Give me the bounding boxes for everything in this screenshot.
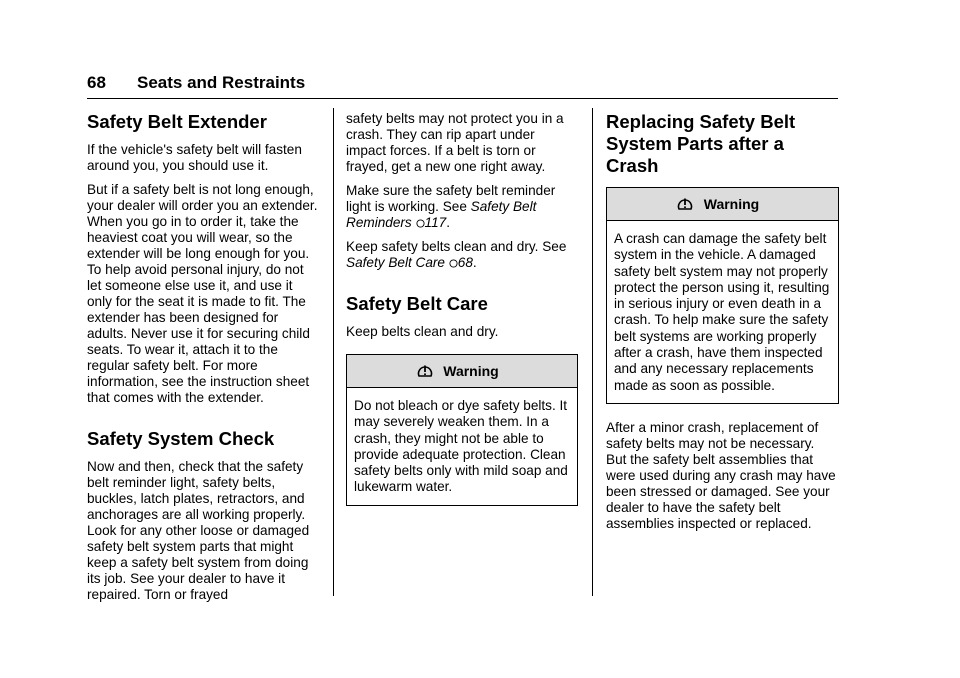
- paragraph: safety belts may not protect you in a crash. They can rip apart under impact forces. If a belt is torn or frayed, get a new one right away.: [346, 111, 564, 174]
- warning-text: A crash can damage the safety belt system in the vehicle. A damaged safety belt system may not properly protect the person using it, resulting in serious injury or even death in a crash. To help make sure the safety belt systems are working properly after a crash, have them inspected and any necessary replacements made as soon as possible.: [614, 231, 830, 393]
- warning-box: [346, 354, 578, 506]
- paragraph: Keep belts clean and dry.: [346, 324, 499, 339]
- warning-header: [607, 188, 838, 221]
- page-ref-number[interactable]: 117: [424, 215, 447, 230]
- link-safety-belt-care[interactable]: Safety Belt Care: [346, 255, 445, 270]
- column-middle: [346, 108, 578, 506]
- paragraph: Make sure the safety belt reminder light is working. See Safety Belt Reminders 117.: [346, 183, 556, 230]
- page-ref-number[interactable]: 68: [457, 255, 473, 270]
- column-left: [87, 108, 319, 603]
- column-divider: [592, 108, 593, 596]
- paragraph: After a minor crash, replacement of safety belts may not be necessary. But the safety belt assemblies that were used during any crash may have been stressed or damaged. See your dealer to have the safety belt assemblies inspected or replaced.: [606, 419, 836, 531]
- column-divider: [333, 108, 334, 596]
- warning-box: [606, 187, 839, 404]
- heading-safety-belt-care: Safety Belt Care: [346, 293, 488, 314]
- page-ref-icon: [416, 219, 425, 228]
- warning-label: Warning: [443, 363, 499, 379]
- paragraph: But if a safety belt is not long enough, your dealer will order you an extender. When you go in to order it, take the heaviest coat you will wear, so the extender will be long enough for you. To help avoid personal injury, do not let someone else use it, and use it only for the seat it is made to fit. The extender has been designed for adults. Never use it for securing child seats. To wear it, attach it to the regular safety belt. For more information, see the instruction sheet that comes with the extender.: [87, 182, 318, 405]
- warning-header: [347, 355, 577, 388]
- warning-label: Warning: [703, 196, 760, 212]
- paragraph: Now and then, check that the safety belt reminder light, safety belts, buckles, latch plates, retractors, and anchorages are all working properly. Look for any other loose or damaged safety belt system parts that might keep a safety belt system from doing its job. See your dealer to have it repaired. Torn or frayed: [87, 459, 310, 602]
- warning-icon: [677, 195, 693, 213]
- heading-replacing-parts: Replacing Safety Belt System Parts after a Crash: [606, 111, 796, 176]
- heading-safety-system-check: Safety System Check: [87, 428, 275, 449]
- page-number: 68: [87, 73, 106, 92]
- paragraph: If the vehicle's safety belt will fasten around you, you should use it.: [87, 142, 302, 173]
- column-right: [606, 108, 838, 532]
- heading-safety-belt-extender: Safety Belt Extender: [87, 111, 267, 132]
- link-safety-belt-reminders[interactable]: Safety Belt Reminders: [346, 199, 537, 230]
- section-title: Seats and Restraints: [137, 73, 306, 92]
- page-ref-icon: [449, 259, 458, 268]
- warning-icon: [417, 362, 433, 380]
- warning-text: Do not bleach or dye safety belts. It may severely weaken them. In a crash, they might not be able to provide adequate protection. Clean safety belts only with mild soap and lukewarm water.: [354, 398, 568, 495]
- page-header: [87, 70, 838, 99]
- paragraph: Keep safety belts clean and dry. See Safety Belt Care 68.: [346, 239, 567, 270]
